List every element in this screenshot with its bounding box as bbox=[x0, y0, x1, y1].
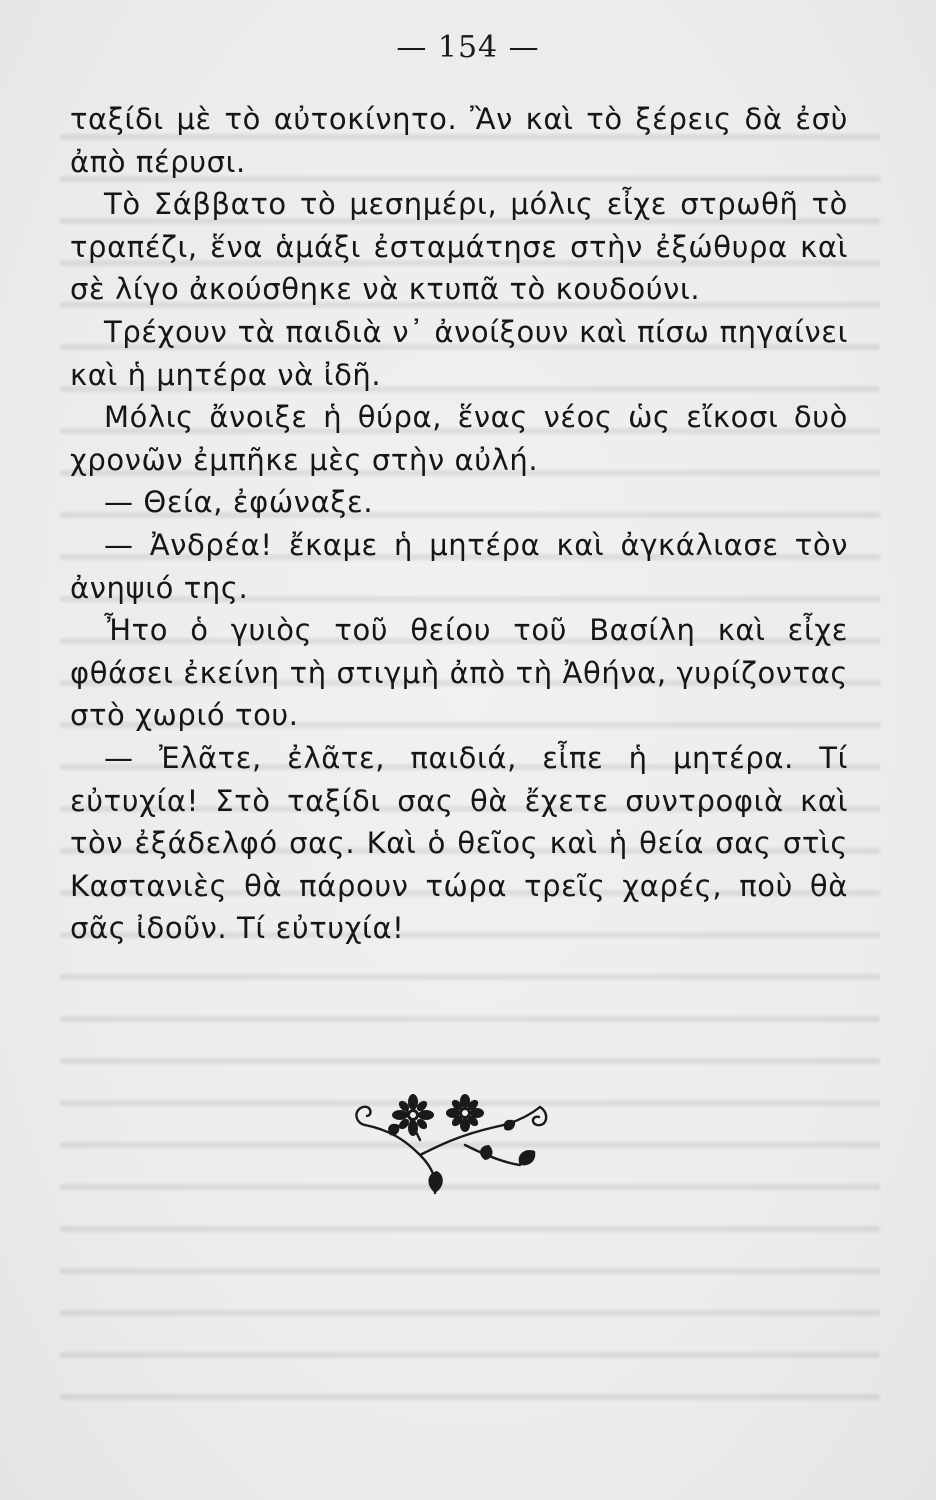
paragraph: Τρέχουν τὰ παιδιὰ ν᾿ ἀνοίξουν καὶ πίσω πηγαίνει καὶ ἡ μητέρα νὰ ἰδῆ. bbox=[70, 314, 848, 392]
paragraph: — Θεία, ἐφώναξε. bbox=[104, 485, 374, 520]
paragraph: Τὸ Σάββατο τὸ μεσημέρι, μόλις εἶχε στρωθῆ τὸ τραπέζι, ἕνα ἁμάξι ἐσταμάτησε στὴν ἐξώθυρα καὶ σὲ λίγο ἀκούσθηκε νὰ κτυπᾶ τὸ κουδούνι. bbox=[70, 187, 848, 307]
paragraph: Ἦτο ὁ γυιὸς τοῦ θείου τοῦ Βασίλη καὶ εἶχε φθάσει ἐκείνη τὴ στιγμὴ ἀπὸ τὴ Ἀθήνα, γυρίζοντας στὸ χωριό του. bbox=[70, 613, 848, 733]
paragraph: — Ἀνδρέα! ἔκαμε ἡ μητέρα καὶ ἀγκάλιασε τὸν ἀνηψιό της. bbox=[70, 527, 848, 605]
paragraph: ταξίδι μὲ τὸ αὐτοκίνητο. Ἂν καὶ τὸ ξέρεις δὰ ἐσὺ ἀπὸ πέρυσι. bbox=[70, 102, 848, 179]
floral-vignette-icon bbox=[345, 1085, 560, 1205]
paragraph: Μόλις ἄνοιξε ἡ θύρα, ἕνας νέος ὡς εἴκοσι δυὸ χρονῶν ἐμπῆκε μὲς στὴν αὐλή. bbox=[70, 400, 848, 477]
page-number: — 154 — bbox=[396, 30, 540, 65]
paragraph: — Ἐλᾶτε, ἐλᾶτε, παιδιά, εἶπε ἡ μητέρα. Τί εὐτυχία! Στὸ ταξίδι σας θὰ ἔχετε συντροφιὰ καὶ τὸν ἐξάδελφό σας. Καὶ ὁ θεῖος καὶ ἡ θεία σας στὶς Καστανιὲς θὰ πάρουν τώρα τρεῖς χαρές, ποὺ θὰ σᾶς ἰδοῦν. Τί εὐτυχία! bbox=[70, 740, 848, 946]
body-text bbox=[70, 98, 848, 950]
